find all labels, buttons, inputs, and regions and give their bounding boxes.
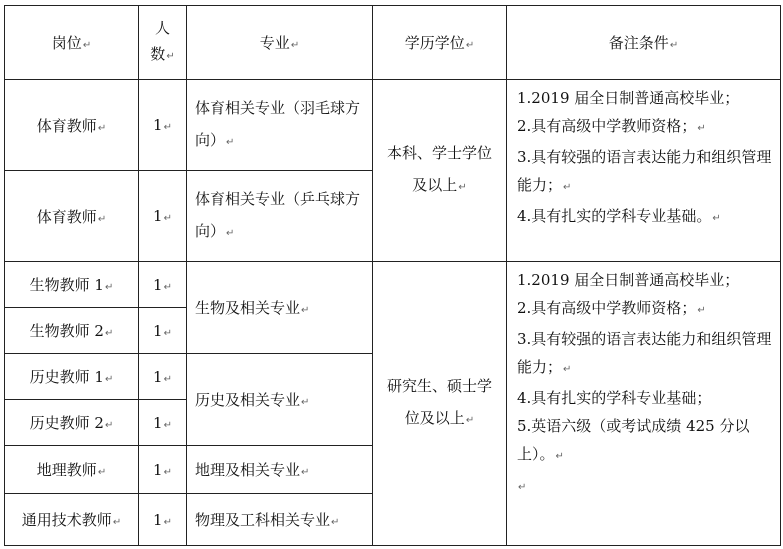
header-position: 岗位↵ (5, 6, 139, 80)
requirement-item: 3.具有较强的语言表达能力和组织管理能力；↵ (517, 330, 772, 376)
trailing-mark: ↵ (518, 482, 527, 493)
major-cell: 物理及工科相关专业↵ (187, 494, 373, 546)
position-cell: 体育教师↵ (5, 171, 139, 262)
position-cell: 历史教师 1↵ (5, 354, 139, 400)
table-row (5, 262, 781, 308)
major-cell: 地理及相关专业↵ (187, 446, 373, 494)
position-cell: 历史教师 2↵ (5, 400, 139, 446)
count-cell: 1↵ (139, 400, 187, 446)
degree-cell-group1: 本科、学士学位及以上↵ (373, 80, 507, 262)
degree-cell-group2: 研究生、硕士学位及以上↵ (373, 262, 507, 546)
position-cell: 通用技术教师↵ (5, 494, 139, 546)
requirement-item: 4.具有扎实的学科专业基础； (517, 389, 712, 407)
count-cell: 1↵ (139, 446, 187, 494)
requirement-item: 4.具有扎实的学科专业基础。↵ (517, 207, 721, 225)
major-cell-history: 历史及相关专业↵ (187, 354, 373, 446)
table-row (5, 80, 781, 171)
count-cell: 1↵ (139, 262, 187, 308)
requirement-item: 1.2019 届全日制普通高校毕业； (517, 89, 740, 107)
requirements-cell-group2 (507, 262, 781, 546)
requirement-item: 2.具有高级中学教师资格；↵ (517, 299, 706, 317)
position-cell: 地理教师↵ (5, 446, 139, 494)
requirement-item: 5.英语六级（或考试成绩 425 分以上）。↵ (517, 417, 750, 463)
header-remarks: 备注条件↵ (507, 6, 781, 80)
count-cell: 1↵ (139, 354, 187, 400)
count-cell: 1↵ (139, 171, 187, 262)
requirements-cell-group1 (507, 80, 781, 262)
header-degree: 学历学位↵ (373, 6, 507, 80)
count-cell: 1↵ (139, 494, 187, 546)
position-cell: 体育教师↵ (5, 80, 139, 171)
requirement-item: 2.具有高级中学教师资格；↵ (517, 117, 706, 135)
header-row (5, 6, 781, 80)
recruitment-table (4, 5, 781, 546)
requirement-item: 3.具有较强的语言表达能力和组织管理能力；↵ (517, 148, 772, 194)
requirement-item: 1.2019 届全日制普通高校毕业； (517, 271, 740, 289)
position-cell: 生物教师 2↵ (5, 308, 139, 354)
major-cell: 体育相关专业（羽毛球方向）↵ (187, 80, 373, 171)
count-cell: 1↵ (139, 80, 187, 171)
header-major: 专业↵ (187, 6, 373, 80)
major-cell: 体育相关专业（乒乓球方向）↵ (187, 171, 373, 262)
header-count: 人 数↵ (139, 6, 187, 80)
count-cell: 1↵ (139, 308, 187, 354)
position-cell: 生物教师 1↵ (5, 262, 139, 308)
major-cell-biology: 生物及相关专业↵ (187, 262, 373, 354)
